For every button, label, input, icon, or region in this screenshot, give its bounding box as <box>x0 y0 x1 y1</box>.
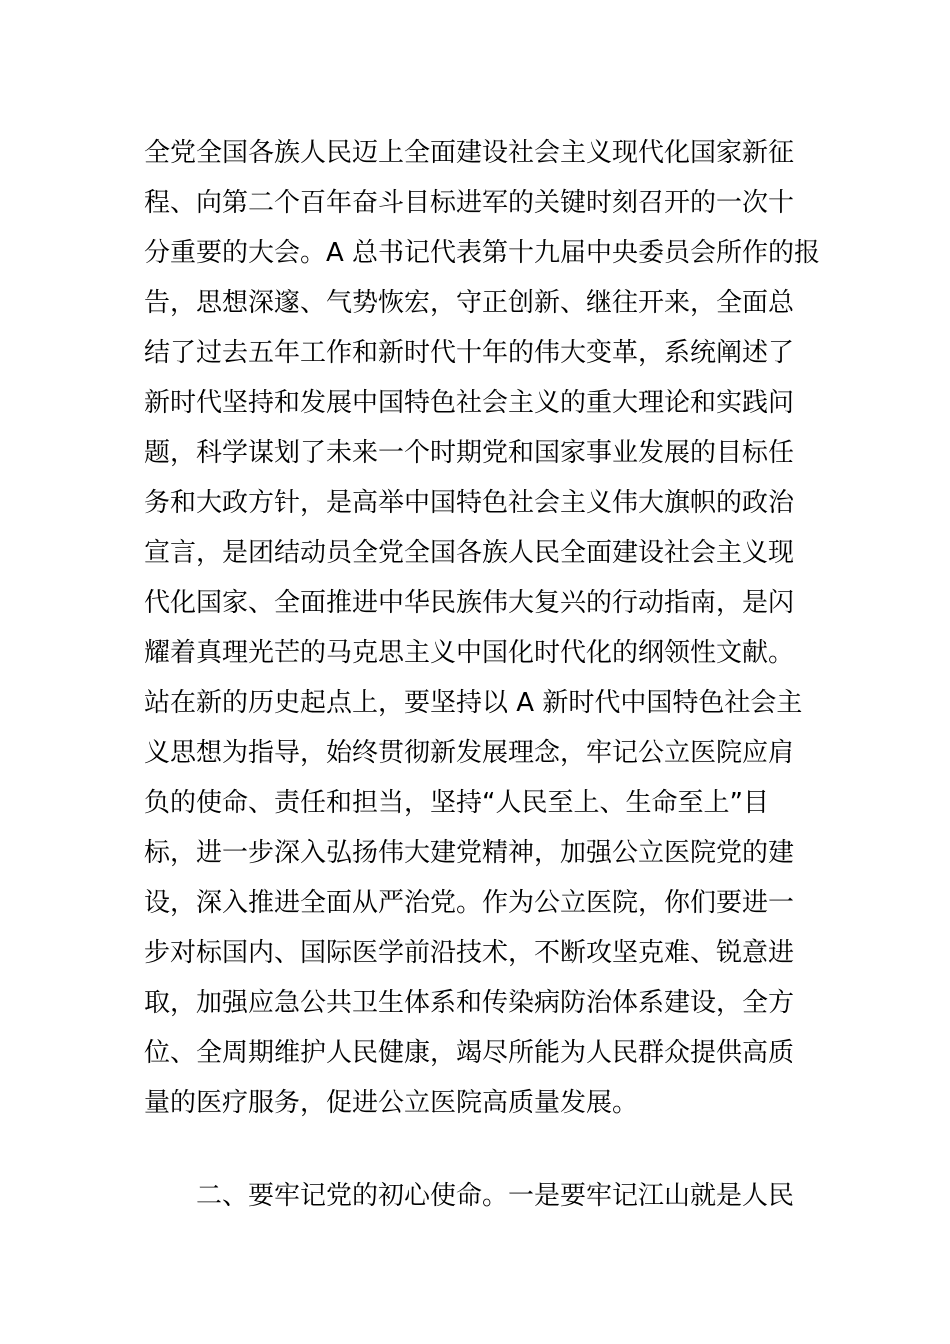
paragraph-1-line: 设，深入推进全面从严治党。作为公立医院，你们要进一 <box>144 888 795 918</box>
section-heading-paragraph-2 <box>196 1171 824 1221</box>
body-paragraph-1 <box>144 128 824 1128</box>
paragraph-1-line: 负的使命、责任和担当，坚持“人民至上、生命至上”目 <box>144 788 769 818</box>
paragraph-1-line: 务和大政方针，是高举中国特色社会主义伟大旗帜的政治 <box>144 488 795 518</box>
paragraph-1-line: 代化国家、全面推进中华民族伟大复兴的行动指南，是闪 <box>144 588 795 618</box>
paragraph-1-line: 站在新的历史起点上，要坚持以 A 新时代中国特色社会主 <box>144 688 803 718</box>
paragraph-1-line: 标，进一步深入弘扬伟大建党精神，加强公立医院党的建 <box>144 838 795 868</box>
paragraph-1-line: 题，科学谋划了未来一个时期党和国家事业发展的目标任 <box>144 438 795 468</box>
paragraph-1-line: 分重要的大会。A 总书记代表第十九届中央委员会所作的报 <box>144 238 821 268</box>
paragraph-1-line: 宣言，是团结动员全党全国各族人民全面建设社会主义现 <box>144 538 795 568</box>
paragraph-2-line: 二、要牢记党的初心使命。一是要牢记江山就是人民 <box>196 1181 795 1211</box>
paragraph-1-line: 位、全周期维护人民健康，竭尽所能为人民群众提供高质 <box>144 1038 795 1068</box>
paragraph-1-line: 程、向第二个百年奋斗目标进军的关键时刻召开的一次十 <box>144 188 795 218</box>
paragraph-1-line: 取，加强应急公共卫生体系和传染病防治体系建设，全方 <box>144 988 795 1018</box>
paragraph-1-line: 结了过去五年工作和新时代十年的伟大变革，系统阐述了 <box>144 338 795 368</box>
paragraph-1-line: 新时代坚持和发展中国特色社会主义的重大理论和实践问 <box>144 388 795 418</box>
paragraph-1-line: 步对标国内、国际医学前沿技术，不断攻坚克难、锐意进 <box>144 938 795 968</box>
paragraph-1-line: 量的医疗服务，促进公立医院高质量发展。 <box>144 1088 639 1118</box>
paragraph-1-line: 告，思想深邃、气势恢宏，守正创新、继往开来，全面总 <box>144 288 795 318</box>
paragraph-1-line: 全党全国各族人民迈上全面建设社会主义现代化国家新征 <box>144 138 795 168</box>
paragraph-1-line: 耀着真理光芒的马克思主义中国化时代化的纲领性文献。 <box>144 638 795 668</box>
paragraph-1-line: 义思想为指导，始终贯彻新发展理念，牢记公立医院应肩 <box>144 738 795 768</box>
